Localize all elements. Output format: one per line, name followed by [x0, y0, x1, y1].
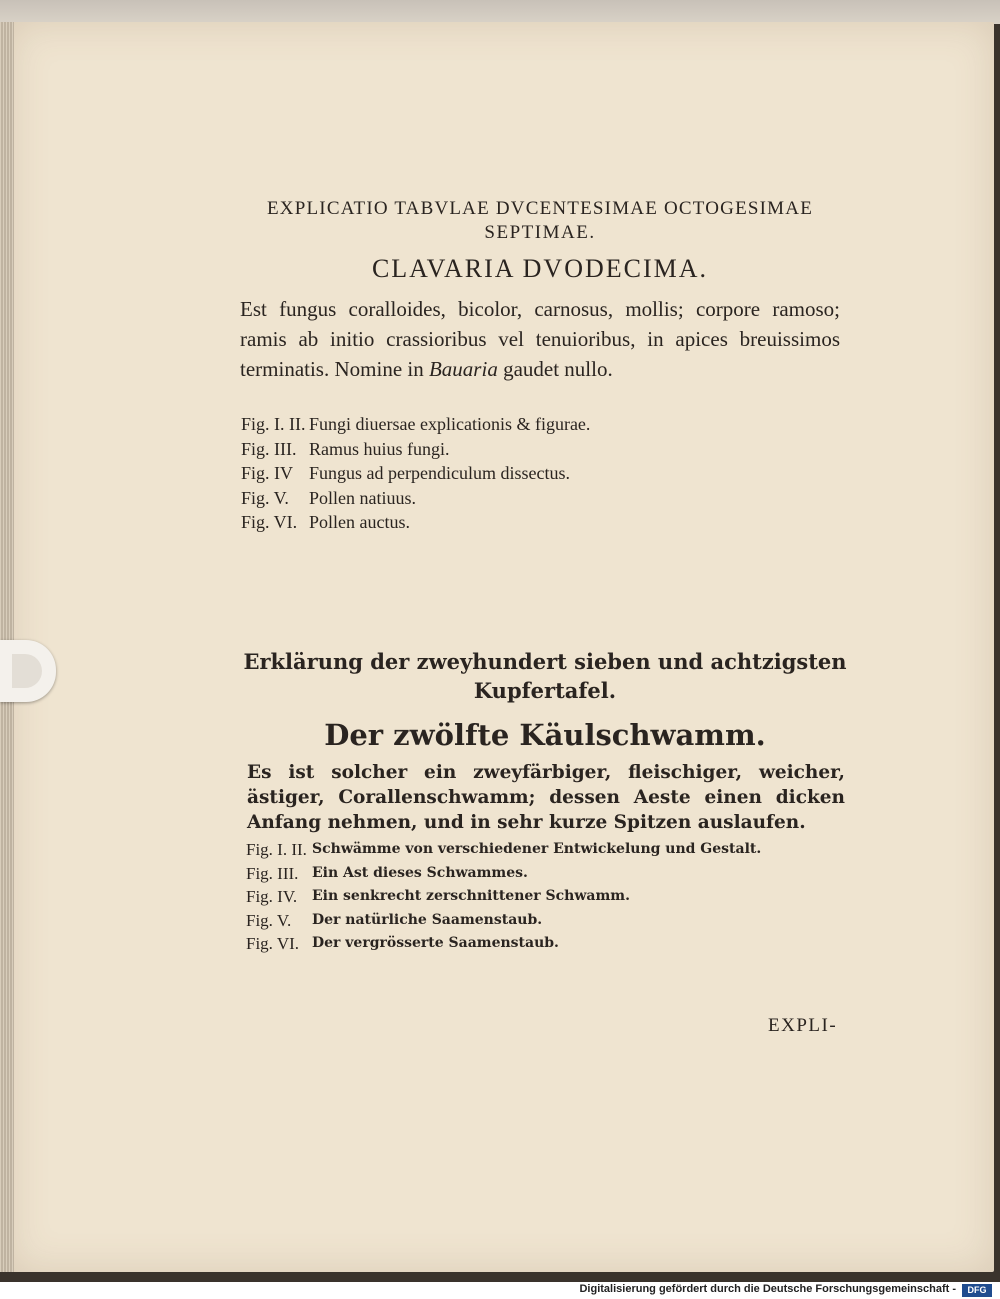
latin-paragraph-place: Bauaria [428, 357, 498, 381]
latin-title: EXPLICATIO TABVLAE DVCENTESIMAE OCTOGESIMAE [267, 198, 813, 219]
figure-text: Ein senkrecht zerschnittener Schwamm. [312, 888, 630, 904]
figure-label: Fig. VI. [246, 934, 300, 953]
latin-figure-list [241, 412, 590, 535]
figure-text: Pollen auctus. [309, 512, 410, 532]
latin-paragraph-main: Est fungus coralloides, bicolor, carnosus, mollis; corpore ramoso; ramis ab initio crassioribus vel tenuioribus, in apices breuissimos terminatis. Nomine in [240, 297, 840, 381]
german-figure-list [246, 838, 761, 956]
german-title-line2: Kupfertafel. [473, 678, 617, 703]
latin-figure-item [241, 510, 590, 535]
figure-text: Ein Ast dieses Schwammes. [312, 864, 528, 881]
german-heading: Der zwölfte Käulschwamm. [324, 718, 766, 752]
page-edge-top [0, 0, 1000, 24]
german-figure-item [246, 932, 761, 956]
latin-heading: CLAVARIA DVODECIMA. [371, 254, 709, 283]
figure-text: Ramus huius fungi. [309, 438, 450, 459]
latin-figure-item [241, 437, 590, 462]
latin-paragraph-end: gaudet nullo. [497, 357, 613, 381]
figure-label: Fig. I. II. [246, 840, 307, 859]
figure-label: Fig. VI. [241, 512, 298, 532]
catchword: EXPLI- [768, 1015, 838, 1036]
german-figure-item [246, 862, 761, 886]
latin-figure-item [241, 486, 590, 511]
figure-text: Fungi diuersae explicationis & figurae. [309, 414, 591, 434]
latin-paragraph [240, 294, 840, 384]
figure-text: Der natürliche Saamenstaub. [312, 911, 543, 928]
footer-credit: Digitalisierung gefördert durch die Deutsche Forschungsgemeinschaft - [579, 1283, 956, 1295]
page-clip [0, 640, 56, 702]
figure-label: Fig. IV. [246, 887, 298, 906]
figure-label: Fig. IV [241, 463, 294, 483]
german-figure-item [246, 838, 761, 862]
dfg-logo-icon: DFG [962, 1284, 992, 1297]
figure-label: Fig. III. [241, 438, 297, 459]
german-paragraph: Es ist solcher ein zweyfärbiger, fleischiger, weicher, ästiger, Corallenschwamm; dessen Aeste einen dicken Anfang nehmen, und in sehr kurze Spitzen auslaufen. [247, 762, 845, 833]
german-title: Erklärung der zweyhundert sieben und achtzigsten [243, 649, 847, 674]
figure-label: Fig. III. [246, 863, 299, 883]
latin-figure-item [241, 461, 590, 486]
figure-text: Schwämme von verschiedener Entwickelung und Gestalt. [312, 841, 762, 857]
figure-label: Fig. V. [241, 487, 289, 508]
figure-label: Fig. I. II. [241, 414, 306, 434]
figure-text: Der vergrösserte Saamenstaub. [312, 935, 559, 951]
latin-figure-item [241, 412, 590, 437]
figure-text: Fungus ad perpendiculum dissectus. [309, 463, 570, 483]
figure-text: Pollen natiuus. [309, 487, 416, 508]
latin-title-line2: SEPTIMAE. [484, 222, 596, 243]
german-figure-item [246, 909, 761, 933]
german-figure-item [246, 885, 761, 909]
figure-label: Fig. V. [246, 910, 292, 930]
